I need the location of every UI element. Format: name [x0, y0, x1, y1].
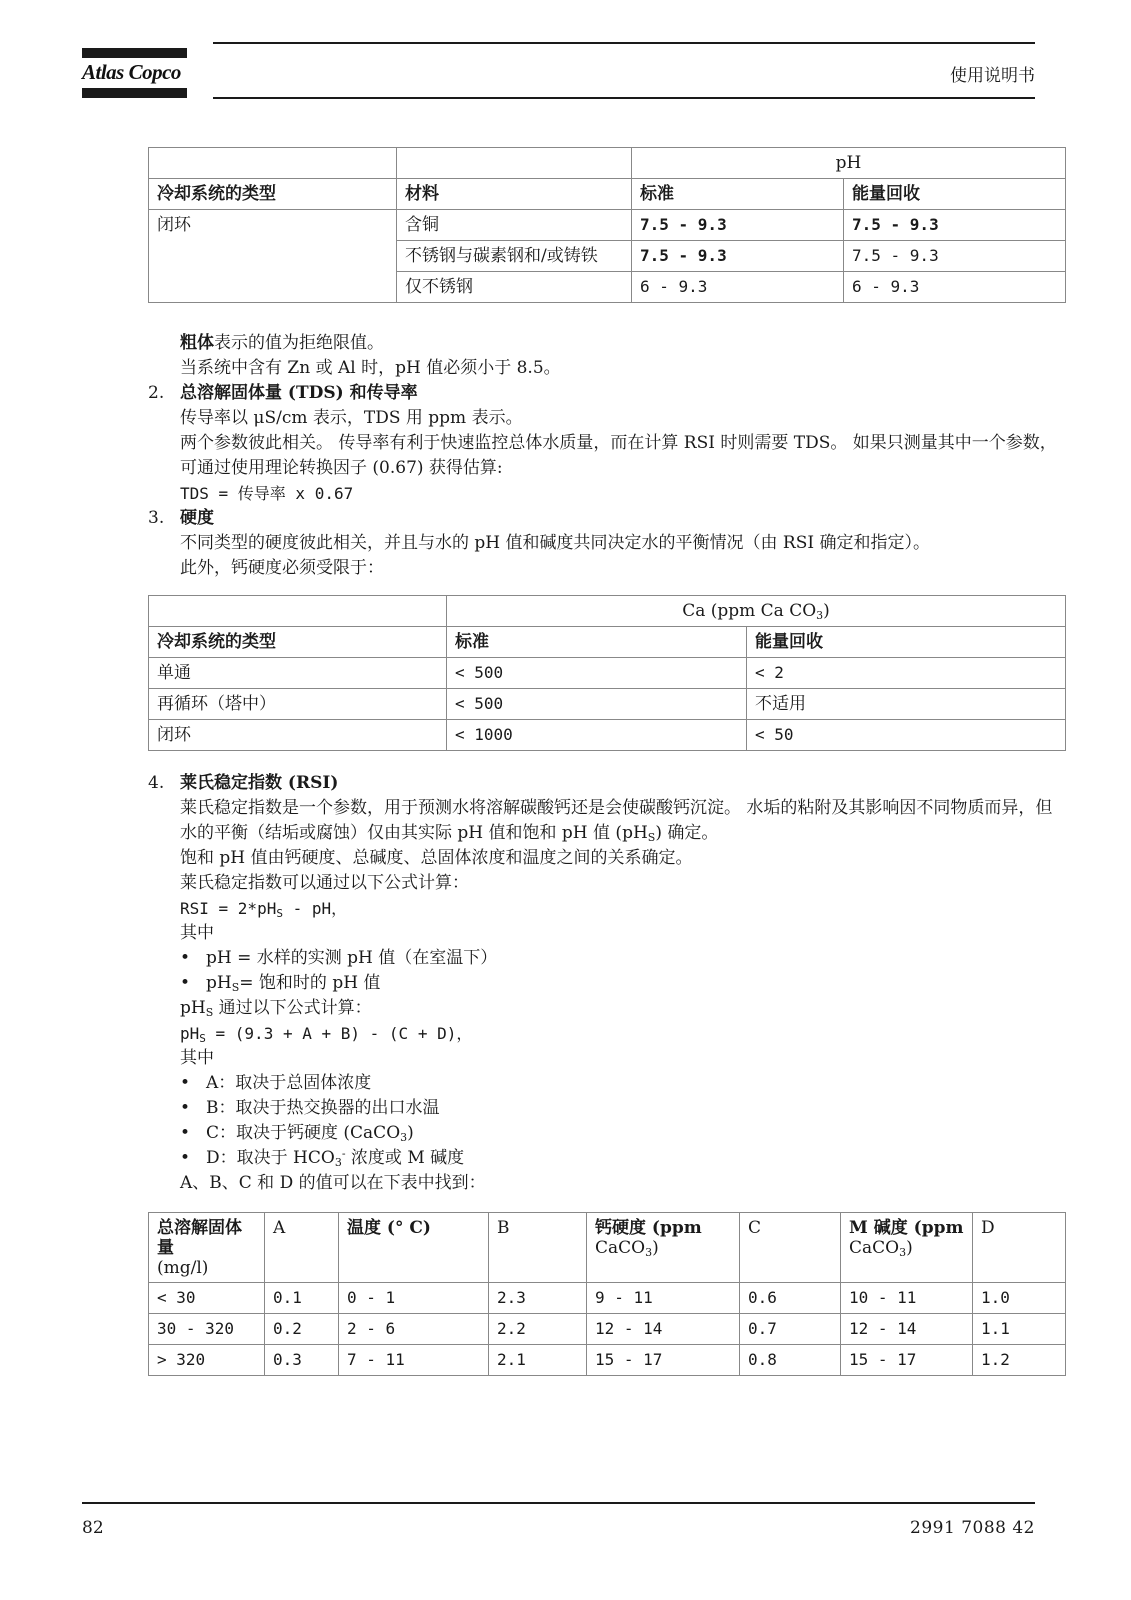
- logo-stripe-top: [82, 48, 187, 58]
- section-4-text: 莱氏稳定指数是一个参数，用于预测水将溶解碳酸钙还是会使碳酸钙沉淀。 水垢的粘附及其影响因不同物质而异，但水的平衡（结垢或腐蚀）仅由其实际 pH 值和饱和 pH 值 $(pH_S)$ 确定。: [180, 798, 1053, 844]
- table-cell: 10 - 11: [841, 1283, 973, 1314]
- column-header-m-alkalinity: M 碱度 (ppm CaCO$_3$): [841, 1213, 973, 1283]
- column-header-a: A: [265, 1213, 339, 1283]
- header-rule-top: [213, 42, 1035, 44]
- table-cell: 2.1: [489, 1345, 587, 1376]
- logo-text: Atlas Copco: [82, 60, 181, 84]
- table-cell: 1.0: [973, 1283, 1066, 1314]
- rsi-factor-table: [148, 1212, 1066, 1376]
- rsi-formula: RSI = $2*pH_S$ - pH，: [180, 899, 348, 920]
- standard-cell: < 500: [447, 689, 747, 720]
- system-type-cell: 闭环: [149, 720, 447, 751]
- page-number: 82: [82, 1518, 104, 1538]
- table-header-row: [149, 1213, 1066, 1283]
- energy-cell: < 2: [747, 658, 1066, 689]
- table-cell: 0.2: [265, 1314, 339, 1345]
- column-header-calcium: 钙硬度 (ppm CaCO$_3$): [587, 1213, 740, 1283]
- note-bold-values: 粗体表示的值为拒绝限值。: [180, 333, 384, 353]
- energy-cell: 7.5 - 9.3: [844, 241, 1066, 272]
- table-cell: 1.1: [973, 1314, 1066, 1345]
- column-header: 标准: [632, 179, 844, 210]
- list-item: • C：取决于钙硬度 (CaCO$_3$): [180, 1121, 1066, 1146]
- table-cell: 0.8: [740, 1345, 841, 1376]
- note-zn-al: 当系统中含有 Zn 或 Al 时，pH 值必须小于 8.5。: [180, 358, 561, 378]
- system-type-cell: 单通: [149, 658, 447, 689]
- table-cell: 15 - 17: [587, 1345, 740, 1376]
- standard-cell: 7.5 - 9.3: [632, 241, 844, 272]
- energy-cell: 不适用: [747, 689, 1066, 720]
- list-item: • B：取决于热交换器的出口水温: [180, 1096, 1066, 1121]
- table-cell: 0 - 1: [339, 1283, 489, 1314]
- atlas-copco-logo: [82, 48, 187, 98]
- column-header: 能量回收: [844, 179, 1066, 210]
- table-cell: [397, 148, 632, 179]
- standard-cell: < 500: [447, 658, 747, 689]
- section-4-text: 饱和 pH 值由钙硬度、总碱度、总固体浓度和温度之间的关系确定。: [180, 848, 693, 868]
- material-cell: 不锈钢与碳素钢和/或铸铁: [397, 241, 632, 272]
- material-cell: 仅不锈钢: [397, 272, 632, 303]
- table-cell: 0.1: [265, 1283, 339, 1314]
- standard-cell: 7.5 - 9.3: [632, 210, 844, 241]
- table-row: [149, 1345, 1066, 1376]
- ca-group-header: Ca (ppm Ca $CO_3$): [447, 596, 1066, 627]
- table-row: [149, 210, 1066, 241]
- table-cell: 2.2: [489, 1314, 587, 1345]
- table-header-row: [149, 627, 1066, 658]
- table-cell: 1.2: [973, 1345, 1066, 1376]
- table-row: [149, 720, 1066, 751]
- section-4-heading: 4. 莱氏稳定指数 (RSI): [148, 773, 339, 793]
- table-row: [149, 596, 1066, 627]
- table-cell: < 30: [149, 1283, 265, 1314]
- table-cell: 0.3: [265, 1345, 339, 1376]
- section-3-text: 不同类型的硬度彼此相关，并且与水的 pH 值和碱度共同决定水的平衡情况（由 RSI 确定和指定）。: [180, 533, 930, 553]
- phs-formula: $pH_S = (9.3 + A + B) - (C + D)$，: [180, 1024, 473, 1045]
- table-cell: > 320: [149, 1345, 265, 1376]
- column-header-d: D: [973, 1213, 1066, 1283]
- column-header: 材料: [397, 179, 632, 210]
- energy-cell: 6 - 9.3: [844, 272, 1066, 303]
- table-row: [149, 658, 1066, 689]
- column-header-b: B: [489, 1213, 587, 1283]
- page-content: [148, 150, 1066, 1376]
- section-4-text: A、B、C 和 D 的值可以在下表中找到：: [180, 1173, 486, 1193]
- footer-rule: [82, 1502, 1035, 1504]
- table-row: [149, 689, 1066, 720]
- table-row: [149, 1283, 1066, 1314]
- column-header: 标准: [447, 627, 747, 658]
- table-cell: 30 - 320: [149, 1314, 265, 1345]
- table-row: [149, 148, 1066, 179]
- ph-table: [148, 147, 1066, 303]
- table-cell: 9 - 11: [587, 1283, 740, 1314]
- section-4-text: 莱氏稳定指数可以通过以下公式计算：: [180, 873, 469, 893]
- column-header: 冷却系统的类型: [149, 179, 397, 210]
- list-item: • A：取决于总固体浓度: [180, 1071, 1066, 1096]
- table-cell: [149, 148, 397, 179]
- system-type-cell: 闭环: [149, 210, 397, 303]
- column-header: 冷却系统的类型: [149, 627, 447, 658]
- table-header-row: [149, 179, 1066, 210]
- ph-group-header: pH: [632, 148, 1066, 179]
- section-3-text: 此外，钙硬度必须受限于：: [180, 558, 384, 578]
- column-header-temperature: 温度 (° C): [339, 1213, 489, 1283]
- section-3-heading: 3. 硬度: [148, 508, 214, 528]
- table-cell: 2 - 6: [339, 1314, 489, 1345]
- section-2-text: 两个参数彼此相关。 传导率有利于快速监控总体水质量，而在计算 RSI 时则需要 TDS。 如果只测量其中一个参数，可通过使用理论转换因子 (0.67) 获得估算:: [180, 433, 1057, 478]
- column-header: 能量回收: [747, 627, 1066, 658]
- list-item: • D：取决于 $HCO_3^-$ 浓度或 M 碱度: [180, 1146, 1066, 1171]
- column-header-tds: 总溶解固体 量 (mg/l): [149, 1213, 265, 1283]
- document-number: 2991 7088 42: [910, 1518, 1035, 1538]
- energy-cell: 7.5 - 9.3: [844, 210, 1066, 241]
- table-cell: 12 - 14: [841, 1314, 973, 1345]
- header-rule-bottom: [213, 97, 1035, 99]
- where-label: 其中: [180, 1048, 214, 1068]
- tds-formula: TDS = 传导率 x 0.67: [180, 484, 354, 503]
- section-2-heading: 2. 总溶解固体量 (TDS) 和传导率: [148, 383, 418, 403]
- table-cell: 12 - 14: [587, 1314, 740, 1345]
- table-row: [149, 1314, 1066, 1345]
- material-cell: 含铜: [397, 210, 632, 241]
- section-2-text: 传导率以 μS/cm 表示，TDS 用 ppm 表示。: [180, 408, 523, 428]
- document-type: 使用说明书: [950, 66, 1035, 86]
- standard-cell: 6 - 9.3: [632, 272, 844, 303]
- table-cell: 0.7: [740, 1314, 841, 1345]
- phs-intro: $pH_S$ 通过以下公式计算：: [180, 998, 372, 1019]
- table-cell: 15 - 17: [841, 1345, 973, 1376]
- list-item: • $pH_S=$ 饱和时的 pH 值: [180, 971, 1066, 996]
- where-label: 其中: [180, 923, 214, 943]
- calcium-table: [148, 595, 1066, 751]
- system-type-cell: 再循环（塔中）: [149, 689, 447, 720]
- logo-stripe-bottom: [82, 88, 187, 98]
- table-cell: 2.3: [489, 1283, 587, 1314]
- list-item: • pH = 水样的实测 pH 值（在室温下）: [180, 946, 1066, 971]
- energy-cell: < 50: [747, 720, 1066, 751]
- column-header-c: C: [740, 1213, 841, 1283]
- standard-cell: < 1000: [447, 720, 747, 751]
- table-cell: 7 - 11: [339, 1345, 489, 1376]
- table-cell: 0.6: [740, 1283, 841, 1314]
- table-cell: [149, 596, 447, 627]
